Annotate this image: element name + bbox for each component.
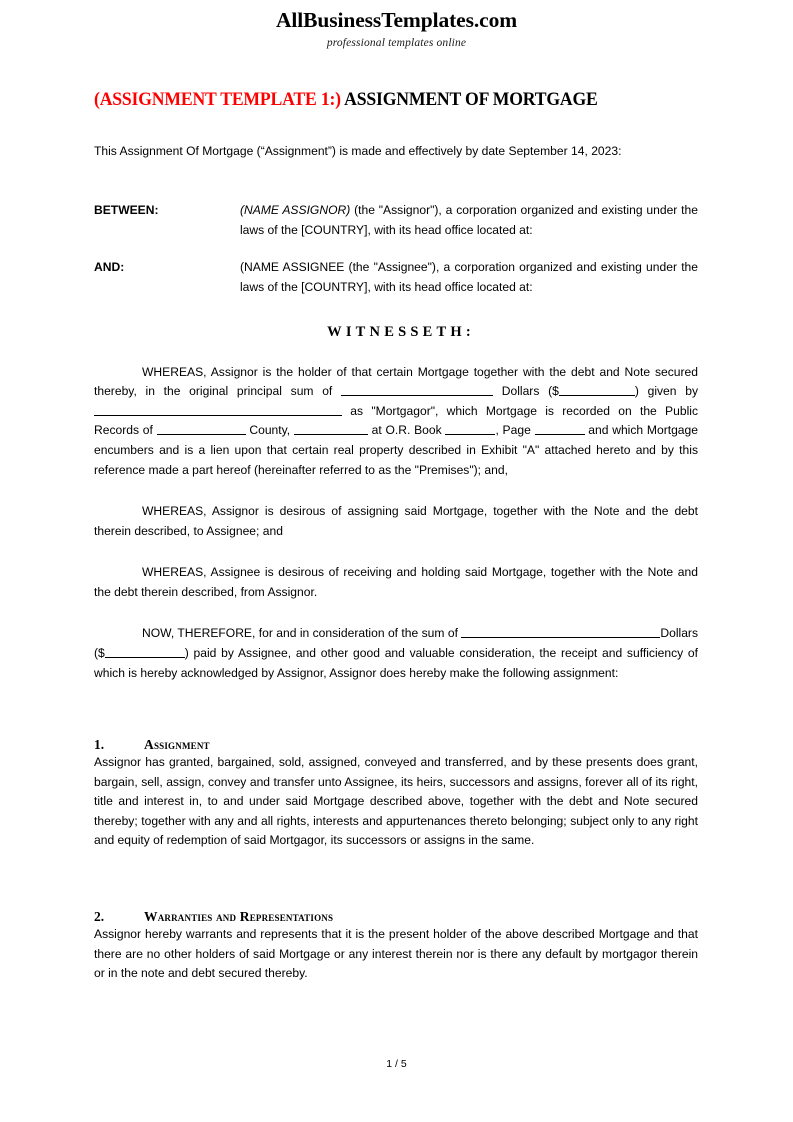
- party-text-and: [240, 258, 698, 297]
- party-row-between: [94, 201, 698, 240]
- section-heading-2: [94, 909, 698, 925]
- blank-principal-dollars[interactable]: [559, 384, 635, 396]
- section-body-2: Assignor hereby warrants and represents that it is the present holder of the above described Mortgage and that there are no other holders of said Mortgage or any interest therein nor is there any default by mortgagor therein or in the note and debt secured thereby.: [94, 927, 698, 981]
- blank-state[interactable]: [294, 423, 368, 435]
- page-title: [94, 88, 656, 112]
- section-number-2: 2.: [94, 909, 105, 925]
- whereas1-part-e: County,: [245, 423, 294, 438]
- site-tagline: professional templates online: [326, 36, 467, 49]
- assignor-name-placeholder: (NAME ASSIGNOR): [240, 203, 351, 218]
- party-label-between: BETWEEN:: [94, 203, 159, 218]
- assignee-description: (the "Assignee"), a corporation organized and existing under the laws of the [COUNTRY], with its head office located at:: [240, 260, 699, 295]
- recital-whereas-2: WHEREAS, Assignor is desirous of assigning said Mortgage, together with the Note and the debt therein described, to Assignee; and: [94, 504, 698, 538]
- witnesseth-heading: WITNESSETH:: [327, 323, 475, 340]
- template-tag: (ASSIGNMENT TEMPLATE 1:): [94, 89, 341, 110]
- assignee-name-placeholder: (NAME ASSIGNEE: [240, 260, 345, 275]
- title-main: ASSIGNMENT OF MORTGAGE: [344, 89, 598, 110]
- blank-consideration-dollars[interactable]: [105, 646, 185, 658]
- now-therefore-part-a: NOW, THEREFORE, for and in consideration of the sum of: [142, 626, 462, 641]
- blank-principal-sum[interactable]: [341, 384, 493, 396]
- party-text-between: [240, 201, 698, 240]
- now-therefore-part-c: ) paid by Assignee, and other good and valuable consideration, the receipt and sufficiency of which is hereby acknowledged by Assignor, Assignor does hereby make the following assignment:: [94, 646, 698, 680]
- party-row-and: [94, 258, 698, 297]
- whereas1-part-g: , Page: [495, 423, 535, 438]
- page-indicator: 1 / 5: [386, 1058, 407, 1070]
- recital-whereas-3: WHEREAS, Assignee is desirous of receiving and holding said Mortgage, together with the Note and the debt therein described, from Assignor.: [94, 565, 698, 599]
- blank-consideration-sum[interactable]: [461, 626, 660, 638]
- blank-page-number[interactable]: [535, 423, 585, 435]
- recital-whereas-1: [94, 363, 698, 480]
- blank-or-book[interactable]: [445, 423, 495, 435]
- section-title-2: Warranties and Representations: [144, 909, 334, 925]
- section-heading-1: [94, 737, 698, 753]
- section-number-1: 1.: [94, 737, 105, 753]
- assignor-description: (the "Assignor"), a corporation organized and existing under the laws of the [COUNTRY], with its head office located at:: [240, 203, 698, 237]
- footer: [0, 1058, 793, 1070]
- whereas1-part-c: ) given by: [634, 384, 698, 399]
- section-title-1: Assignment: [144, 737, 210, 753]
- document-content: [94, 88, 698, 984]
- whereas1-part-f: at O.R. Book: [367, 423, 446, 438]
- site-brand: AllBusinessTemplates.com: [275, 8, 518, 32]
- blank-mortgagor-name[interactable]: [94, 403, 342, 415]
- section-body-1: Assignor has granted, bargained, sold, assigned, conveyed and transferred, and by these presents does grant, bargain, sell, assign, convey and transfer unto Assignee, its heirs, successors and assigns, forever all of its right, title and interest in, to and under said Mortgage described above, together with the debt and Note secured thereby; together with any and all rights, interests and appurtenances thereto belonging; subject only to any right and equity of redemption of said Mortgagor, its successors or assigns in the same.: [94, 755, 698, 848]
- intro-paragraph: This Assignment Of Mortgage (“Assignment”) is made and effectively by date September 14, 2023:: [94, 143, 622, 158]
- party-label-and: AND:: [94, 260, 125, 275]
- whereas1-part-h: and which Mortgage encumbers and is a lien upon that certain real property described in Exhibit "A" attached hereto and by this reference made a part hereof (hereinafter referred to as the "Premises"); and,: [94, 423, 698, 477]
- whereas1-part-d: as "Mortgagor", which Mortgage is recorded on the Public Records of: [94, 403, 698, 438]
- blank-county[interactable]: [157, 423, 246, 435]
- recital-now-therefore: [94, 624, 698, 683]
- now-therefore-part-b: Dollars ($: [94, 626, 698, 660]
- whereas1-part-a: WHEREAS, Assignor is the holder of that certain Mortgage together with the debt and Note secured thereby, in the original principal sum of: [94, 364, 698, 399]
- whereas1-part-b: Dollars ($: [493, 384, 559, 399]
- masthead: [0, 8, 793, 49]
